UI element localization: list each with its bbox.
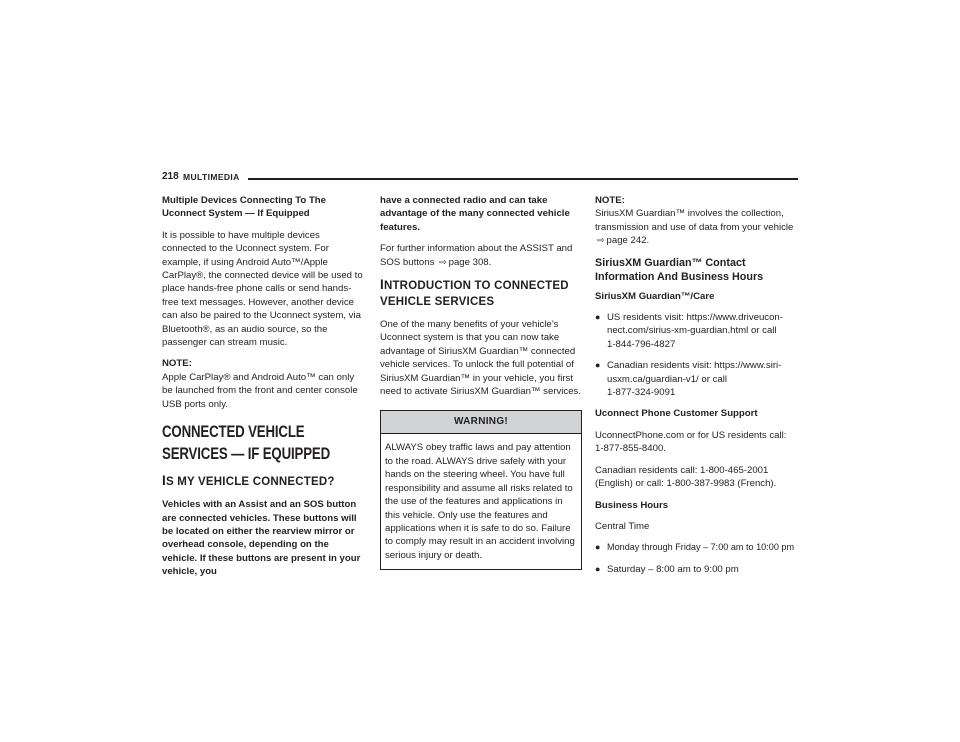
hours-list [595,541,797,576]
note-label: NOTE: [162,358,192,370]
heading-rest: S MY VEHICLE CONNECTED? [165,476,335,489]
note-body: SiriusXM Guardian™ involves the collection, transmission and use of data from your vehicle [595,208,794,233]
multiple-devices-heading: Multiple Devices Connecting To The Uconnect System — If Equipped [162,195,326,220]
introduction-paragraph: One of the many benefits of your vehicle’s Uconnect system is that you can now take advantage of SiriusXM Guardian™ connected vehicle services. To unlock the full potential of SiriusXM Guardian™ in your vehicle, you first need to activate SiriusXM Guardian™ services. [380,319,582,398]
note-text: Apple CarPlay® and Android Auto™ can only be launched from the front and center console USB ports only. [162,371,358,410]
contact-list [595,311,797,399]
business-hours-heading: Business Hours [595,499,669,511]
page-header [162,171,798,185]
page-reference-link[interactable]: page 308. [448,256,492,268]
introduction-heading [380,277,582,310]
bullet-dot: ● [595,312,601,323]
column-right [595,194,797,584]
multiple-devices-paragraph: It is possible to have multiple devices connected to the Uconnect system. For example, if using Android Auto™/Apple CarPlay®, the connected device will be used to place hands-free phone calls or send hands-free text messages. However, another device can also be paired to the Uconnect system, via Bluetooth®, as an audio source, so the passenger can stream music. [162,229,363,349]
list-item [595,541,797,554]
bullet-dot: ● [595,542,601,553]
list-item [595,563,797,576]
header-rule [248,178,798,180]
further-info-text: For further information about the ASSIST and SOS buttons [380,243,573,268]
list-item-text: Canadian residents visit: https://www.siri- usxm.ca/guardian-v1/ or call 1-877-324-9091 [607,360,782,399]
list-item-text: Saturday – 8:00 am to 9:00 pm [607,563,739,575]
bullet-dot: ● [595,563,601,574]
column-left [162,194,364,587]
page-number: 218 [162,171,179,182]
list-item-text: Monday through Friday – 7:00 am to 10:00 pm [607,542,795,553]
connected-vehicles-paragraph: Vehicles with an Assist and an SOS button are connected vehicles. These buttons will be located on either the rearview mirror or overhead console, depending on the vehicle. If these buttons are present in your vehicle, you [162,499,361,578]
note-label: NOTE: [595,195,625,206]
list-item-text: US residents visit: https://www.driveucon- nect.com/sirius-xm-guardian.html or call 1-844-796-4827 [607,312,783,350]
warning-text: ALWAYS obey traffic laws and pay attention to the road. ALWAYS drive safely with your hands on the steering wheel. You have full responsibility and assume all risks related to the use of the features and applications in this vehicle. Only use the features and applications when it is safe to do so. Failure to comply may result in an accident involving serious injury or death. [385,442,575,561]
page-reference-link[interactable]: page 242. [606,235,650,247]
section-title: MULTIMEDIA [183,172,240,182]
care-heading: SiriusXM Guardian™/Care [595,290,715,302]
note-text [595,207,797,247]
time-zone-text: Central Time [595,520,650,532]
support-heading: Uconnect Phone Customer Support [595,408,758,420]
column-middle [380,194,582,570]
support-text: UconnectPhone.com or for US residents call: 1-877-855-8400. [595,429,787,455]
list-item [595,311,797,351]
further-info-paragraph [380,242,582,269]
list-item [595,359,797,399]
warning-title: WARNING! [381,411,581,434]
arrow-right-icon: ⇨ [597,235,605,246]
is-my-vehicle-connected-heading [162,473,364,490]
arrow-right-icon: ⇨ [439,256,447,267]
bullet-dot: ● [595,360,601,371]
connected-radio-paragraph: have a connected radio and can take advantage of the many connected vehicle features. [380,195,570,233]
heading-rest: NTRODUCTION TO CONNECTED VEHICLE SERVICES [380,280,569,309]
warning-box [380,410,582,570]
contact-info-heading: SiriusXM Guardian™ Contact Information And Business Hours [595,256,764,283]
canada-support-text: Canadian residents call: 1-800-465-2001 (English) or call: 1-800-387-9983 (French). [595,464,777,490]
heading-initial: I [162,473,166,489]
heading-initial: I [380,277,384,293]
chapter-heading: CONNECTED VEHICLE SERVICES — IF EQUIPPED [162,422,331,464]
